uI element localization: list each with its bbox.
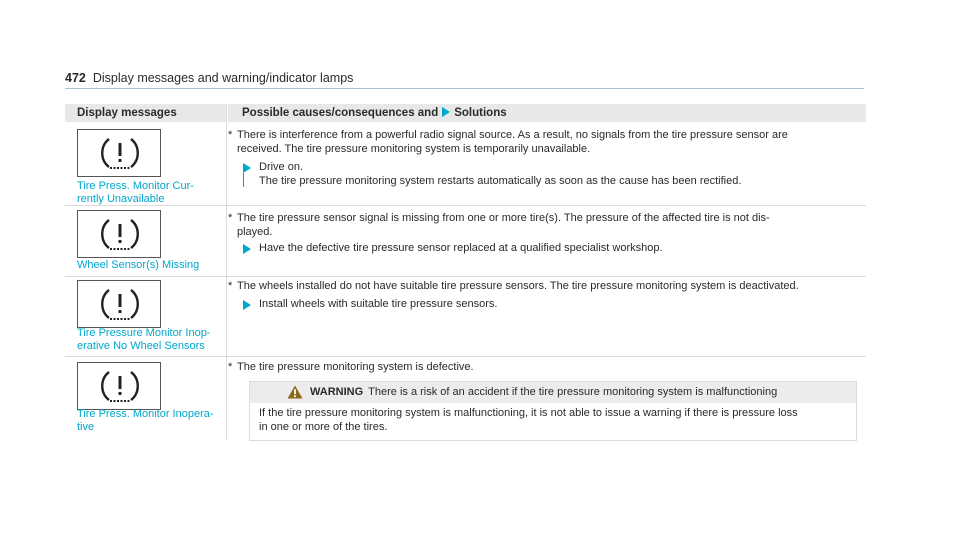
arrow-right-icon xyxy=(243,300,251,310)
column-header-display-messages: Display messages xyxy=(65,104,226,122)
cause-2-line2: played. xyxy=(237,225,273,238)
cause-1-line2: received. The tire pressure monitoring system is temporarily unavailable. xyxy=(237,142,591,155)
warning-triangle-icon xyxy=(287,385,303,399)
tpms-warning-lamp-icon xyxy=(77,129,161,177)
tpms-warning-lamp-icon xyxy=(77,362,161,410)
bullet-asterisk: * xyxy=(228,361,233,373)
display-message-1-line2: rently Unavailable xyxy=(77,193,165,205)
warning-body-line2: in one or more of the tires. xyxy=(259,420,388,433)
bullet-asterisk: * xyxy=(228,212,233,224)
solution-1 xyxy=(259,161,859,188)
warning-header xyxy=(250,382,856,403)
solution-3-line1: Install wheels with suitable tire pressure sensors. xyxy=(259,298,498,310)
solution-2-line1: Have the defective tire pressure sensor replaced at a qualified specialist workshop. xyxy=(259,242,663,254)
display-message-2-line1: Wheel Sensor(s) Missing xyxy=(77,259,200,271)
cause-3-line1: The wheels installed do not have suitable tire pressure sensors. The tire pressure monitoring system is deactivated. xyxy=(237,280,799,292)
cause-2-line1: The tire pressure sensor signal is missing from one or more tire(s). The pressure of the affected tire is not dis- xyxy=(237,212,770,224)
warning-body-line1: If the tire pressure monitoring system is malfunctioning, it is not able to issue a warning if there is pressure loss xyxy=(259,407,798,419)
warning-box xyxy=(249,381,857,441)
warning-label: WARNING xyxy=(310,386,364,398)
column-divider xyxy=(226,104,227,440)
arrow-right-icon xyxy=(243,244,251,254)
solution-2 xyxy=(259,242,859,256)
solution-3 xyxy=(259,298,859,312)
display-message-3-line1: Tire Pressure Monitor Inop- xyxy=(77,327,211,339)
cause-1-line1: There is interference from a powerful radio signal source. As a result, no signals from the tire pressure sensor are xyxy=(237,129,788,141)
row-divider xyxy=(65,356,866,357)
cause-4-line1: The tire pressure monitoring system is defective. xyxy=(237,361,474,373)
solution-bar xyxy=(243,173,244,187)
solution-1-line2: The tire pressure monitoring system restarts automatically as soon as the cause has been rectified. xyxy=(259,174,742,187)
solution-1-line1: Drive on. xyxy=(259,161,304,173)
row-divider xyxy=(65,276,866,277)
cause-2 xyxy=(228,212,859,239)
cause-3 xyxy=(228,280,859,294)
warning-title: There is a risk of an accident if the tire pressure monitoring system is malfunctioning xyxy=(368,386,778,398)
column-header-solutions-text: Solutions xyxy=(454,107,507,119)
row-divider xyxy=(65,205,866,206)
bullet-asterisk: * xyxy=(228,129,233,141)
cause-1 xyxy=(228,129,859,156)
page-header xyxy=(65,71,353,85)
tpms-warning-lamp-icon xyxy=(77,280,161,328)
warning-body xyxy=(259,407,846,434)
display-message-1 xyxy=(77,180,222,206)
display-message-4-line2: tive xyxy=(77,421,95,433)
bullet-asterisk: * xyxy=(228,280,233,292)
display-message-4 xyxy=(77,408,222,434)
column-header-causes-text: Possible causes/consequences and xyxy=(242,107,439,119)
display-message-3-line2: erative No Wheel Sensors xyxy=(77,340,205,352)
page-number: 472 xyxy=(65,71,86,85)
display-message-1-line1: Tire Press. Monitor Cur- xyxy=(77,180,194,192)
display-message-3 xyxy=(77,327,222,353)
arrow-right-icon xyxy=(243,163,251,173)
column-header-causes-solutions xyxy=(228,104,866,122)
cause-4 xyxy=(228,361,859,375)
header-divider xyxy=(65,88,864,89)
display-message-4-line1: Tire Press. Monitor Inopera- xyxy=(77,408,214,420)
tpms-warning-lamp-icon xyxy=(77,210,161,258)
arrow-right-icon xyxy=(442,107,450,117)
page-header-title: Display messages and warning/indicator lamps xyxy=(92,71,354,85)
display-message-2 xyxy=(77,259,222,272)
